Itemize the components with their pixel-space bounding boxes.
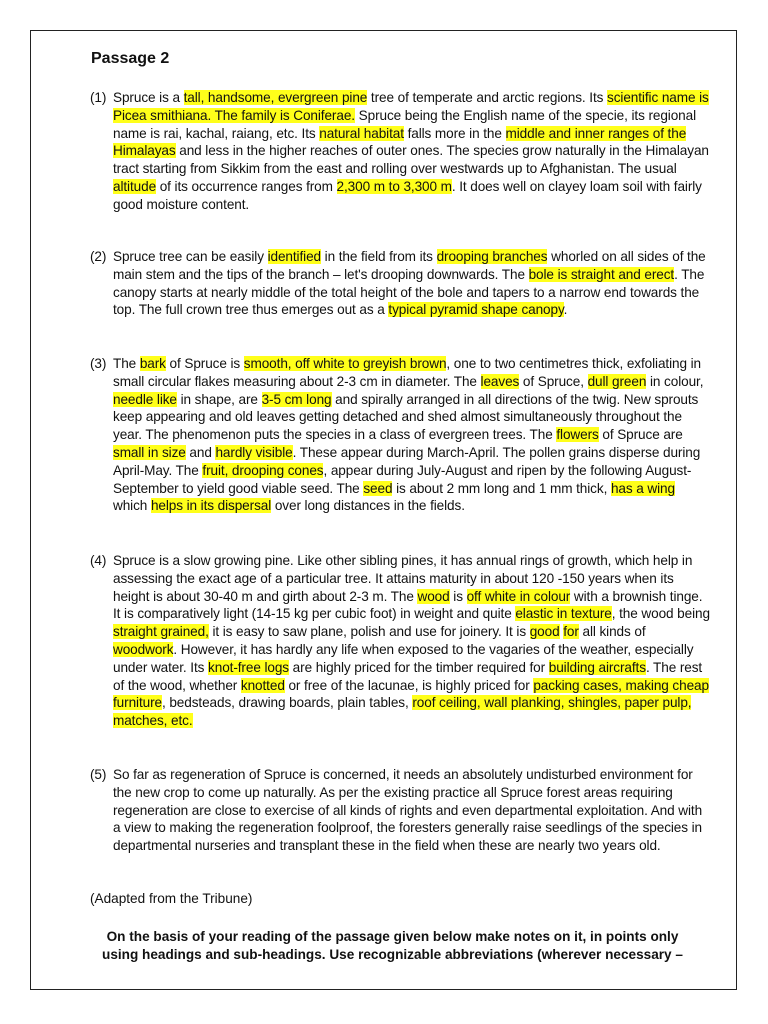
highlighted-text: packing cases, making cheap furniture <box>113 677 709 711</box>
highlighted-text: needle like <box>113 391 177 407</box>
highlighted-text: 3-5 cm long <box>261 391 332 407</box>
text-run: in shape, are <box>176 391 262 407</box>
highlighted-text: wood <box>417 588 450 604</box>
text-run: of its occurrence ranges from <box>156 178 337 194</box>
highlighted-text: tall, handsome, evergreen pine <box>183 90 368 105</box>
instruction-text: On the basis of your reading of the passage given below make notes on it, in points only using headings and sub-headings. Use recognizable abbreviations (wherever necessary – <box>102 929 683 962</box>
highlighted-text: building aircrafts <box>548 659 646 675</box>
highlighted-text: altitude <box>113 178 157 194</box>
text-run: over long distances in the fields. <box>271 498 465 514</box>
source-citation: (Adapted from the Tribune) <box>90 891 253 906</box>
text-run: with a brownish tinge. It is comparatively light (14-15 kg per cubic foot) in weight and quite <box>113 588 703 622</box>
paragraph-3 <box>90 355 710 515</box>
highlighted-text: for <box>563 624 579 640</box>
paragraph-1 <box>90 89 710 214</box>
text-run: are highly priced for the timber required for <box>289 659 549 675</box>
text-run: Spruce tree can be easily <box>113 249 268 264</box>
text-run: falls more in the <box>403 125 506 141</box>
text-run: . It does well on clayey loam soil with fairly good moisture content. <box>113 178 702 212</box>
highlighted-text: good <box>529 624 560 640</box>
text-run: , one to two centimetres thick, exfoliating in small circular flakes measuring about 2-3 cm in diameter. The <box>113 356 701 389</box>
highlighted-text: hardly visible <box>215 444 293 460</box>
highlighted-text: scientific name is Picea smithiana. The family is Coniferae. <box>113 90 709 123</box>
text-run: of Spruce, <box>519 373 588 389</box>
paragraph-number: (3) <box>90 356 107 371</box>
text-run: . The canopy starts at nearly middle of the total height of the bole and tapers to a narrow end towards the top. The full crown tree thus emerges out as a <box>113 266 705 318</box>
text-run: . However, it has hardly any life when exposed to the vagaries of the weather, especially under water. Its <box>113 641 694 675</box>
highlighted-text: off white in colour <box>466 588 571 604</box>
highlighted-text: small in size <box>113 444 186 460</box>
text-run: of Spruce is <box>165 356 244 371</box>
highlighted-text: roof ceiling, wall planking, shingles, paper pulp, matches, etc. <box>113 695 692 729</box>
paragraph-body <box>113 355 710 515</box>
highlighted-text: bole is straight and erect <box>528 266 675 282</box>
highlighted-text: identified <box>267 249 321 264</box>
text-run: . These appear during March-April. The pollen grains disperse during April-May. The <box>113 444 701 478</box>
text-run: . The rest of the wood, whether <box>113 659 703 693</box>
text-run: is about 2 mm long and 1 mm thick, <box>392 480 611 496</box>
highlighted-text: drooping branches <box>436 249 548 264</box>
highlighted-text: middle and inner ranges of the Himalayas <box>113 125 687 159</box>
text-run: in the field from its <box>321 249 437 264</box>
text-run: whorled on all sides of the main stem and the tips of the branch – let's drooping downwards. The <box>113 249 706 282</box>
highlighted-text: natural habitat <box>319 125 404 141</box>
paragraph-body <box>113 552 710 730</box>
highlighted-text: typical pyramid shape canopy <box>388 302 564 318</box>
text-run: and spirally arranged in all directions of the twig. New sprouts keep appearing and old leaves getting detached and shed almost simultaneously throughout the year. The phenomenon puts the species in a class of evergreen trees. The <box>113 391 699 443</box>
text-run: or free of the lacunae, is highly priced for <box>284 677 534 693</box>
highlighted-text: smooth, off white to greyish brown <box>243 356 447 371</box>
text-run: Spruce being the English name of the specie, its regional name is rai, kachal, raiang, etc. Its <box>113 107 697 141</box>
paragraph-4 <box>90 552 710 730</box>
text-run: So far as regeneration of Spruce is concerned, it needs an absolutely undisturbed environment for the new crop to come up naturally. As per the existing practice all Spruce forest areas requiring regeneration are close to exercise of all kinds of rights and even departmental exploitation. And with a view to making the regeneration foolproof, the foresters generally raise seedlings of the species in departmental nurseries and transplant these in the field when these are nearly two years old. <box>113 767 703 854</box>
text-run: in colour, <box>646 373 704 389</box>
text-run: is <box>449 588 467 604</box>
paragraph-body <box>113 766 710 855</box>
highlighted-text: 2,300 m to 3,300 m <box>336 178 452 194</box>
highlighted-text: seed <box>363 480 393 496</box>
highlighted-text: leaves <box>480 373 520 389</box>
paragraph-2 <box>90 248 710 319</box>
paragraph-body <box>113 89 710 214</box>
highlighted-text: helps in its dispersal <box>150 498 272 514</box>
text-run: all kinds of <box>578 624 646 640</box>
text-run: . <box>563 302 568 318</box>
text-run: , appear during July-August and ripen by the following August-September to yield good viable seed. The <box>113 462 692 496</box>
text-run: The <box>113 356 140 371</box>
highlighted-text: straight grained, <box>113 624 209 640</box>
text-run: Spruce is a slow growing pine. Like other sibling pines, it has annual rings of growth, which help in assessing the exact age of a particular tree. It attains maturity in about 120 -150 years when its height is about 30-40 m and girth about 2-3 m. The <box>113 553 693 604</box>
text-run: , the wood being <box>611 606 710 622</box>
highlighted-text: knot-free logs <box>208 659 289 675</box>
paragraph-5 <box>90 766 710 855</box>
passage-title: Passage 2 <box>91 50 170 67</box>
highlighted-text: woodwork <box>113 641 174 657</box>
text-run: Spruce is a <box>113 90 184 105</box>
text-run: which <box>113 498 151 514</box>
highlighted-text: has a wing <box>610 480 675 496</box>
highlighted-text: knotted <box>240 677 285 693</box>
highlighted-text: flowers <box>556 427 599 443</box>
paragraph-number: (1) <box>90 90 107 105</box>
paragraph-number: (4) <box>90 553 107 568</box>
highlighted-text: bark <box>139 356 166 371</box>
text-run: , bedsteads, drawing boards, plain tables, <box>161 695 413 711</box>
paragraph-number: (2) <box>90 249 107 264</box>
text-run: and less in the higher reaches of outer ones. The species grow naturally in the Himalayan tract starting from Sikkim from the east and rolling over westwards up to Afghanistan. The usual <box>113 143 709 177</box>
paragraph-body <box>113 248 710 319</box>
text-run: tree of temperate and arctic regions. Its <box>367 90 608 105</box>
highlighted-text: fruit, drooping cones <box>202 462 324 478</box>
highlighted-text: elastic in texture <box>515 606 612 622</box>
text-run: of Spruce are <box>598 427 683 443</box>
paragraph-number: (5) <box>90 767 107 782</box>
text-run: it is easy to saw plane, polish and use for joinery. It is <box>208 624 530 640</box>
highlighted-text: dull green <box>587 373 647 389</box>
text-run: and <box>185 444 216 460</box>
